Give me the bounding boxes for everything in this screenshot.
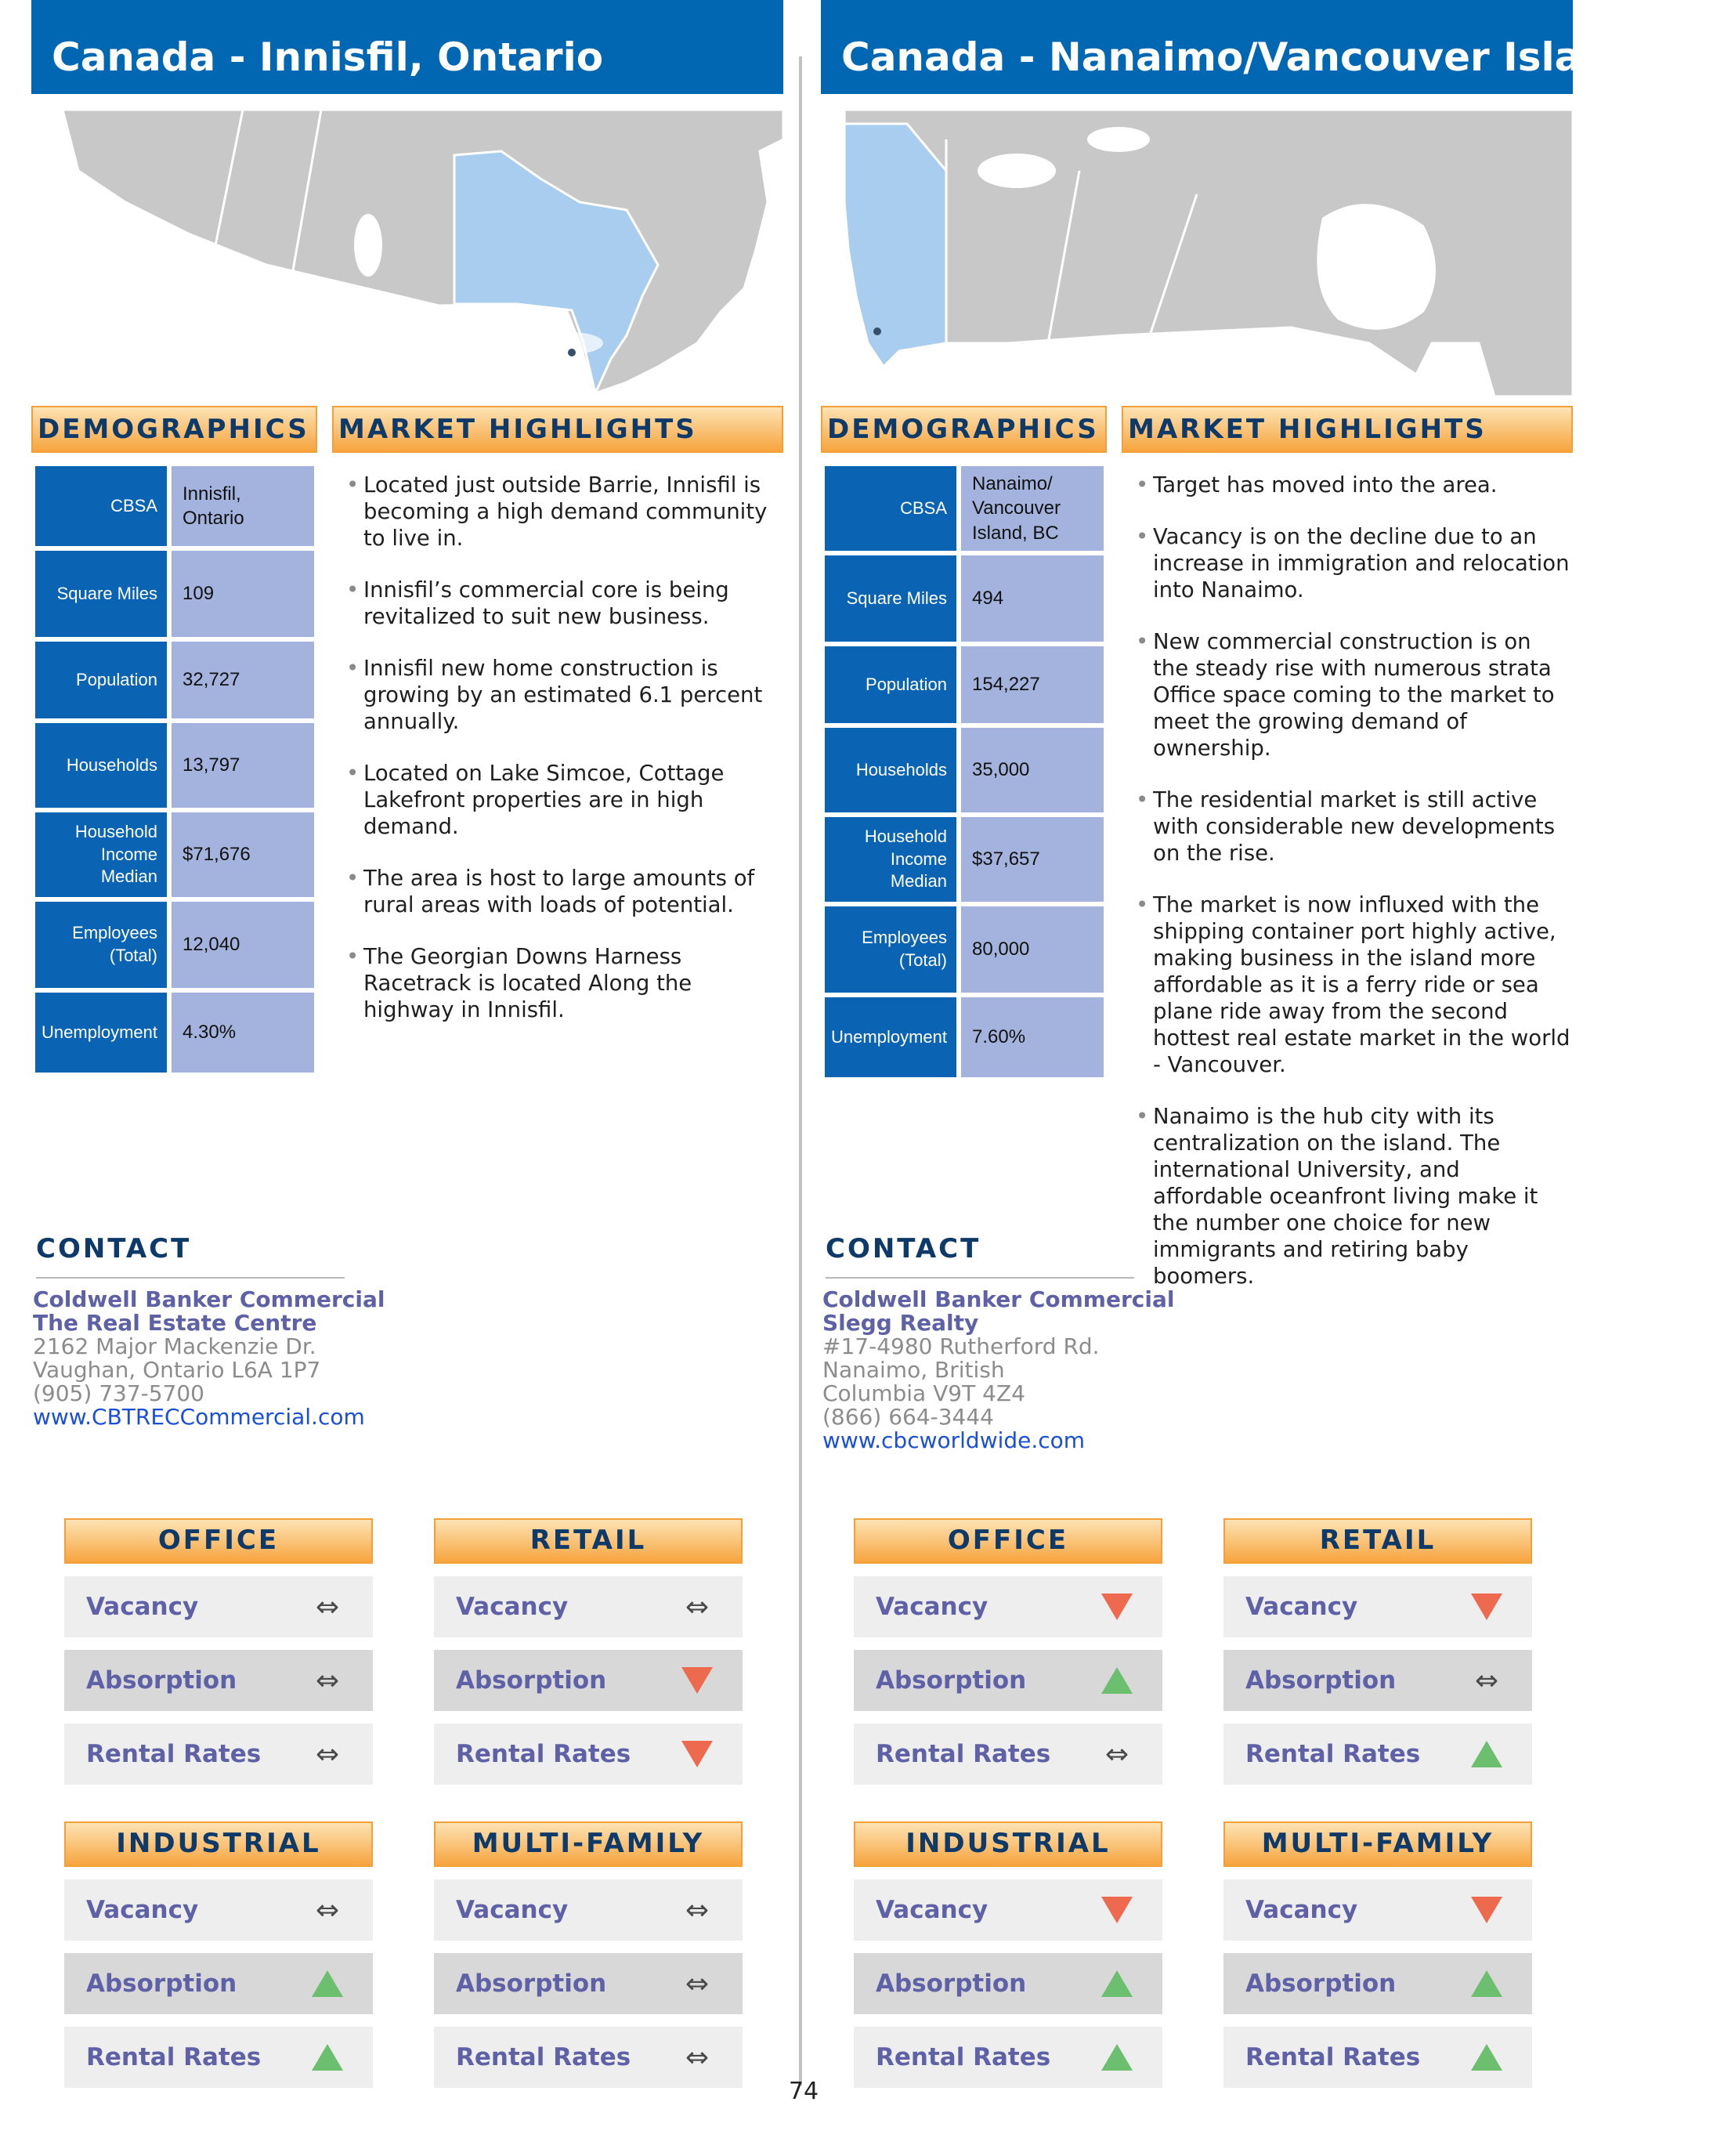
demo-label: Unemployment [825,997,956,1077]
demo-value: 12,040 [172,902,314,988]
indicator-row-vacancy [434,1879,743,1941]
contact-address-line: Columbia V9T 4Z4 [822,1380,1025,1406]
trend-flat-icon: ⇔ [315,1590,340,1623]
trend-flat-icon: ⇔ [315,1738,340,1771]
page-number: 74 [788,2078,819,2105]
contact-website-link[interactable]: www.CBTRECCommercial.com [33,1404,365,1430]
contact-address-line: Nanaimo, British [822,1357,1005,1383]
trend-down-triangle [1101,1897,1133,1923]
highlight-item: • Target has moved into the area. [1134,472,1573,498]
demo-row-income [35,812,314,897]
sector-header: RETAIL [434,1518,743,1564]
trend-down-icon [1463,1897,1510,1923]
highlight-item: • The area is host to large amounts of rural areas with loads of potential. [345,865,783,918]
trend-down-icon [674,1667,721,1694]
indicator-label: Absorption [456,1666,607,1695]
trend-flat-icon: ⇔ [685,2041,710,2074]
indicator-row-vacancy [1223,1879,1532,1941]
contact-address-line: Vaughan, Ontario L6A 1P7 [33,1357,321,1383]
demo-label: Household Income Median [35,812,167,897]
demo-row-households [35,723,314,808]
demographics-table [825,466,1104,1082]
trend-down-triangle [1471,1593,1502,1620]
trend-flat-icon: ⇔ [315,1894,340,1926]
trend-up-triangle [312,1970,343,1997]
indicator-row-absorption [434,1953,743,2014]
indicator-row-rental-rates [64,1724,373,1785]
indicator-label: Rental Rates [456,1740,631,1768]
trend-up-triangle [1101,1667,1133,1694]
column-divider [799,56,802,2085]
indicator-row-absorption [1223,1650,1532,1711]
indicator-label: Rental Rates [1245,1740,1421,1768]
sector-office [854,1518,1162,1785]
indicator-label: Rental Rates [86,2043,262,2071]
trend-up-icon [1093,1970,1140,1997]
trend-up-triangle [312,2044,343,2071]
trend-down-triangle [681,1741,713,1767]
demo-row-square-miles [35,551,314,637]
demo-value: 154,227 [961,646,1104,723]
demo-label: Population [825,646,956,723]
trend-up-icon [1463,2044,1510,2071]
demo-label: Unemployment [35,993,167,1073]
trend-up-icon [1463,1741,1510,1767]
trend-up-icon [304,1970,351,1997]
indicator-row-vacancy [1223,1576,1532,1637]
trend-up-icon [1093,2044,1140,2071]
trend-up-triangle [1471,1970,1502,1997]
trend-flat-icon: ⇔ [1104,1738,1129,1771]
demo-row-cbsa [825,466,1104,551]
demo-label: Square Miles [825,555,956,642]
highlight-item: • Innisfil’s commercial core is being revitalized to suit new business. [345,577,783,630]
demo-value: Innisfil, Ontario [172,466,314,546]
indicator-row-vacancy [64,1879,373,1941]
demo-value: 494 [961,555,1104,642]
highlight-item: • Located just outside Barrie, Innisfil is becoming a high demand community to live in. [345,472,783,552]
sector-retail [434,1518,743,1785]
demo-row-unemployment [35,993,314,1073]
indicator-label: Vacancy [1245,1593,1358,1621]
indicator-row-rental-rates [854,2027,1162,2088]
market-highlights-list [345,472,783,1023]
demo-value: 35,000 [961,728,1104,812]
contact-address-line: 2162 Major Mackenzie Dr. [33,1333,316,1359]
demo-value: 80,000 [961,906,1104,993]
contact-company: Coldwell Banker Commercial [33,1286,385,1312]
indicator-label: Vacancy [876,1896,988,1924]
indicator-label: Rental Rates [876,2043,1051,2071]
indicator-label: Rental Rates [1245,2043,1421,2071]
indicator-label: Absorption [876,1666,1027,1695]
sector-industrial [854,1821,1162,2088]
left-column [31,0,783,2156]
indicator-row-vacancy [854,1879,1162,1941]
demo-label: Employees (Total) [35,902,167,988]
contact-company-office: The Real Estate Centre [33,1310,317,1336]
sector-retail [1223,1518,1532,1785]
highlight-item: • New commercial construction is on the steady rise with numerous strata Office space coming to the market to meet the growing demand of ownership. [1134,628,1573,761]
sector-header: MULTI-FAMILY [1223,1821,1532,1867]
demo-value: 32,727 [172,642,314,718]
demo-label: Households [825,728,956,812]
demo-label: CBSA [35,466,167,546]
sector-multi-family [1223,1821,1532,2088]
trend-down-icon [1093,1897,1140,1923]
demographics-header: DEMOGRAPHICS [31,406,317,453]
trend-down-icon [1093,1593,1140,1620]
demo-row-unemployment [825,997,1104,1077]
sector-header: OFFICE [64,1518,373,1564]
indicator-label: Rental Rates [86,1740,262,1768]
highlight-item: • The Georgian Downs Harness Racetrack is located Along the highway in Innisfil. [345,943,783,1023]
trend-flat-icon: ⇔ [685,1894,710,1926]
indicator-label: Rental Rates [456,2043,631,2071]
demo-value: Nanaimo/ Vancouver Island, BC [961,466,1104,551]
contact-block [822,1288,1214,1452]
trend-flat-icon: ⇔ [315,1664,340,1697]
contact-block [33,1288,425,1429]
indicator-label: Vacancy [86,1896,199,1924]
trend-up-triangle [1101,1970,1133,1997]
demographics-header: DEMOGRAPHICS [821,406,1107,453]
trend-down-triangle [681,1667,713,1694]
indicator-row-rental-rates [434,1724,743,1785]
indicator-label: Absorption [456,1970,607,1998]
trend-up-triangle [1471,1741,1502,1767]
indicator-row-absorption [64,1650,373,1711]
contact-header: CONTACT [36,1233,345,1279]
demo-label: CBSA [825,466,956,551]
highlight-item: • Nanaimo is the hub city with its centralization on the island. The international University, and affordable oceanfront living make it the number one choice for new immigrants and retiring baby boomers. [1134,1103,1573,1290]
market-highlights-header: MARKET HIGHLIGHTS [1122,406,1573,453]
indicator-label: Vacancy [456,1896,569,1924]
indicator-label: Vacancy [456,1593,569,1621]
sector-office [64,1518,373,1785]
indicator-row-rental-rates [1223,2027,1532,2088]
demo-row-employees [825,906,1104,993]
indicator-row-absorption [64,1953,373,2014]
indicator-label: Absorption [86,1970,237,1998]
highlight-item: • The residential market is still active with considerable new developments on the rise. [1134,787,1573,866]
sector-header: MULTI-FAMILY [434,1821,743,1867]
sector-header: INDUSTRIAL [854,1821,1162,1867]
highlight-item: • Located on Lake Simcoe, Cottage Lakefront properties are in high demand. [345,760,783,840]
indicator-row-vacancy [64,1576,373,1637]
contact-header: CONTACT [826,1233,1134,1279]
demo-value: 109 [172,551,314,637]
highlight-item: • Innisfil new home construction is growing by an estimated 6.1 percent annually. [345,655,783,735]
demo-row-employees [35,902,314,988]
sector-header: INDUSTRIAL [64,1821,373,1867]
indicator-row-rental-rates [854,1724,1162,1785]
trend-flat-icon: ⇔ [685,1590,710,1623]
trend-flat-icon: ⇔ [685,1967,710,2000]
indicator-row-rental-rates [434,2027,743,2088]
page-title: Canada - Nanaimo/Vancouver Island, BC [821,0,1573,94]
trend-up-icon [1463,1970,1510,1997]
trend-down-triangle [1471,1897,1502,1923]
indicator-row-absorption [854,1650,1162,1711]
demo-row-population [35,642,314,718]
contact-phone: (905) 737-5700 [33,1380,204,1406]
demo-row-population [825,646,1104,723]
demo-label: Household Income Median [825,817,956,902]
sector-header: OFFICE [854,1518,1162,1564]
indicator-label: Vacancy [86,1593,199,1621]
demo-row-households [825,728,1104,812]
demo-value: 7.60% [961,997,1104,1077]
contact-company: Coldwell Banker Commercial [822,1286,1175,1312]
contact-website-link[interactable]: www.cbcworldwide.com [822,1427,1086,1453]
indicator-label: Absorption [86,1666,237,1695]
highlight-item: • Vacancy is on the decline due to an increase in immigration and relocation into Nanaimo. [1134,523,1573,603]
demo-row-square-miles [825,555,1104,642]
sector-multi-family [434,1821,743,2088]
indicator-label: Absorption [1245,1970,1397,1998]
indicator-row-absorption [854,1953,1162,2014]
demo-value: 13,797 [172,723,314,808]
map-ontario [31,108,783,396]
indicator-row-rental-rates [64,2027,373,2088]
canada-map-graphic [821,108,1573,396]
sector-header: RETAIL [1223,1518,1532,1564]
indicator-label: Vacancy [876,1593,988,1621]
indicator-row-vacancy [854,1576,1162,1637]
right-column [821,0,1724,2156]
trend-down-icon [1463,1593,1510,1620]
demo-label: Square Miles [35,551,167,637]
demo-label: Population [35,642,167,718]
contact-company-office: Slegg Realty [822,1310,979,1336]
sector-industrial [64,1821,373,2088]
page-title: Canada - Innisfil, Ontario [31,0,783,94]
indicator-row-absorption [1223,1953,1532,2014]
demo-row-income [825,817,1104,902]
demo-label: Households [35,723,167,808]
contact-phone: (866) 664-3444 [822,1404,994,1430]
demo-value: $37,657 [961,817,1104,902]
canada-map-graphic [31,108,783,396]
map-british-columbia [821,108,1573,396]
demographics-table [35,466,314,1077]
indicator-row-absorption [434,1650,743,1711]
demo-label: Employees (Total) [825,906,956,993]
trend-flat-icon: ⇔ [1474,1664,1499,1697]
trend-up-icon [1093,1667,1140,1694]
indicator-row-vacancy [434,1576,743,1637]
trend-up-icon [304,2044,351,2071]
market-highlights-list [1134,472,1573,1290]
demo-value: $71,676 [172,812,314,897]
demo-value: 4.30% [172,993,314,1073]
indicator-label: Absorption [876,1970,1027,1998]
indicator-row-rental-rates [1223,1724,1532,1785]
trend-down-icon [674,1741,721,1767]
indicator-label: Rental Rates [876,1740,1051,1768]
contact-address-line: #17-4980 Rutherford Rd. [822,1333,1100,1359]
highlight-item: • The market is now influxed with the shipping container port highly active, making business in the island more affordable as it is a ferry ride or sea plane ride away from the second hottest real estate market in the world - Vancouver. [1134,892,1573,1078]
market-highlights-header: MARKET HIGHLIGHTS [332,406,783,453]
demo-row-cbsa [35,466,314,546]
trend-up-triangle [1471,2044,1502,2071]
trend-up-triangle [1101,2044,1133,2071]
indicator-label: Vacancy [1245,1896,1358,1924]
trend-down-triangle [1101,1593,1133,1620]
indicator-label: Absorption [1245,1666,1397,1695]
